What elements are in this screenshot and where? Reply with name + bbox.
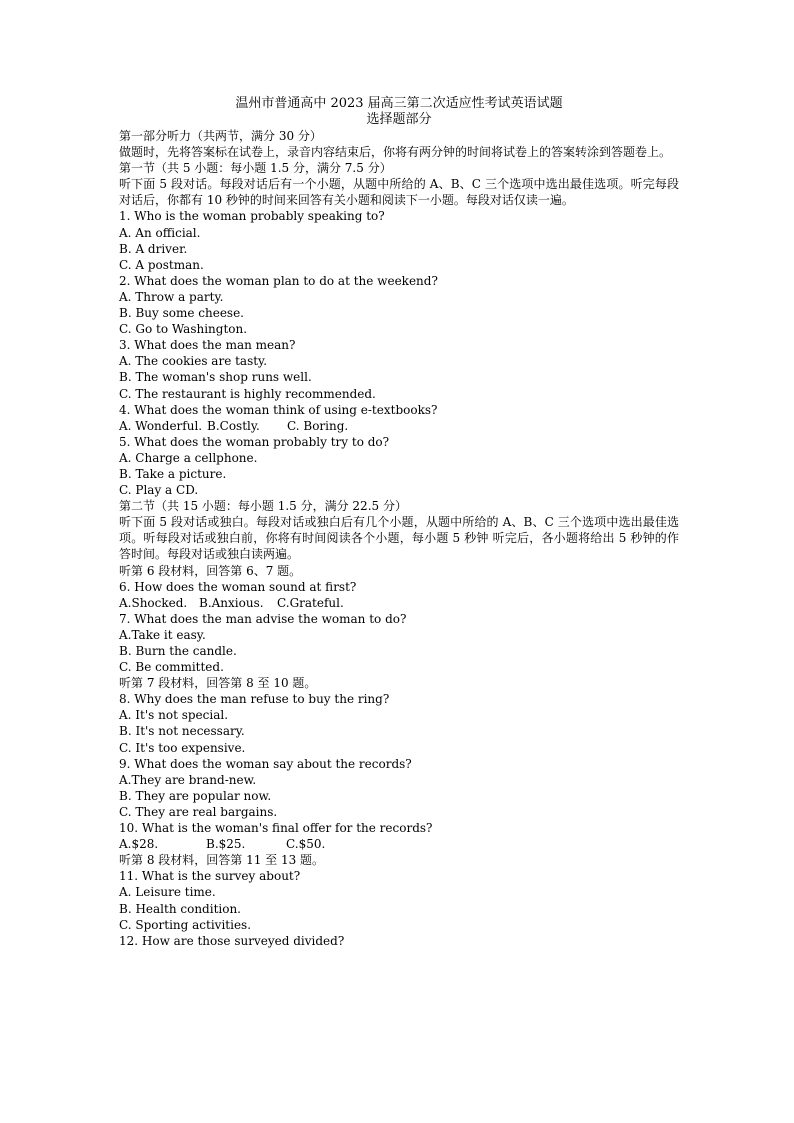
question-6-options — [119, 595, 679, 611]
question-10: 10. What is the woman's final offer for the records? — [119, 821, 433, 836]
question-4-option-b: B.Costly. — [207, 418, 260, 433]
section2-heading: 第二节（共 15 小题：每小题 1.5 分，满分 22.5 分） — [119, 499, 407, 514]
question-5-option-c: C. Play a CD. — [119, 483, 199, 498]
material-6-heading: 听第 6 段材料，回答第 6、7 题。 — [119, 563, 302, 578]
question-2-option-b: B. Buy some cheese. — [119, 306, 244, 321]
question-3-option-b: B. The woman's shop runs well. — [119, 370, 312, 385]
question-6: 6. How does the woman sound at first? — [119, 579, 357, 594]
question-10-option-a: A.$28. — [119, 837, 159, 852]
question-3-option-a: A. The cookies are tasty. — [119, 354, 268, 369]
question-5-option-a: A. Charge a cellphone. — [119, 450, 258, 465]
question-7-option-c: C. Be committed. — [119, 660, 224, 675]
question-11-option-b: B. Health condition. — [119, 901, 241, 916]
question-2: 2. What does the woman plan to do at the weekend? — [119, 273, 438, 288]
question-8: 8. Why does the man refuse to buy the ring? — [119, 692, 390, 707]
question-9-option-b: B. They are popular now. — [119, 788, 272, 803]
question-3: 3. What does the man mean? — [119, 338, 296, 353]
exam-subtitle: 选择题部分 — [366, 112, 432, 127]
question-3-option-c: C. The restaurant is highly recommended. — [119, 386, 376, 401]
question-11: 11. What is the survey about? — [119, 869, 301, 884]
question-2-option-a: A. Throw a party. — [119, 289, 224, 304]
question-12: 12. How are those surveyed divided? — [119, 933, 345, 948]
question-6-option-a: A.Shocked. — [119, 595, 188, 610]
exam-title: 温州市普通高中 2023 届高三第二次适应性考试英语试题 — [235, 96, 563, 111]
question-5: 5. What does the woman probably try to do? — [119, 434, 390, 449]
question-2-option-c: C. Go to Washington. — [119, 322, 248, 337]
question-1: 1. Who is the woman probably speaking to? — [119, 209, 385, 224]
question-6-option-c: C.Grateful. — [277, 595, 344, 610]
section1-heading: 第一节（共 5 小题：每小题 1.5 分，满分 7.5 分） — [119, 161, 392, 176]
question-7-option-b: B. Burn the candle. — [119, 644, 237, 658]
question-9-option-a: A.They are brand-new. — [119, 772, 257, 787]
question-4-option-a: A. Wonderful. — [119, 418, 203, 433]
question-11-option-c: C. Sporting activities. — [119, 917, 252, 932]
question-10-option-c: C.$50. — [286, 837, 326, 852]
part1-instructions: 做题时，先将答案标在试卷上，录音内容结束后，你将有两分钟的时间将试卷上的答案转涂到答题卷上。 — [119, 145, 672, 160]
section2-instructions: 听下面 5 段对话或独白。每段对话或独白后有几个小题，从题中所给的 A、B、C 三个选项中选出最佳选项。听每段对话或独白前，你将有时间阅读各个小题，每小题 5 秒钟 听完后，各小题将给出 5 秒钟的作答时间。每段对话或独白读两遍。 — [119, 515, 679, 562]
question-10-options — [119, 836, 679, 852]
question-9-option-c: C. They are real bargains. — [119, 804, 278, 819]
question-1-option-b: B. A driver. — [119, 241, 188, 256]
question-4-option-c: C. Boring. — [287, 418, 349, 433]
question-8-option-a: A. It's not special. — [119, 708, 229, 723]
question-5-option-b: B. Take a picture. — [119, 466, 227, 481]
question-6-option-b: B.Anxious. — [199, 595, 264, 610]
exam-page — [119, 96, 679, 949]
question-10-option-b: B.$25. — [206, 837, 246, 852]
question-11-option-a: A. Leisure time. — [119, 885, 216, 900]
material-7-heading: 听第 7 段材料，回答第 8 至 10 题。 — [119, 676, 317, 691]
question-7-option-a: A.Take it easy. — [119, 627, 206, 642]
question-8-option-c: C. It's too expensive. — [119, 740, 246, 755]
material-8-heading: 听第 8 段材料，回答第 11 至 13 题。 — [119, 853, 325, 868]
question-1-option-c: C. A postman. — [119, 257, 204, 272]
section1-instructions: 听下面 5 段对话。每段对话后有一个小题，从题中所给的 A、B、C 三个选项中选出最佳选项。听完每段对话后，你都有 10 秒钟的时间来回答有关小题和阅读下一小题。每段对话仅读一遍。 — [119, 177, 679, 208]
question-4: 4. What does the woman think of using e-textbooks? — [119, 402, 438, 417]
question-7: 7. What does the man advise the woman to do? — [119, 611, 407, 626]
part1-heading: 第一部分听力（共两节，满分 30 分） — [119, 129, 322, 143]
question-9: 9. What does the woman say about the records? — [119, 756, 412, 771]
question-1-option-a: A. An official. — [119, 225, 201, 240]
question-8-option-b: B. It's not necessary. — [119, 724, 245, 739]
question-4-options — [119, 418, 679, 434]
